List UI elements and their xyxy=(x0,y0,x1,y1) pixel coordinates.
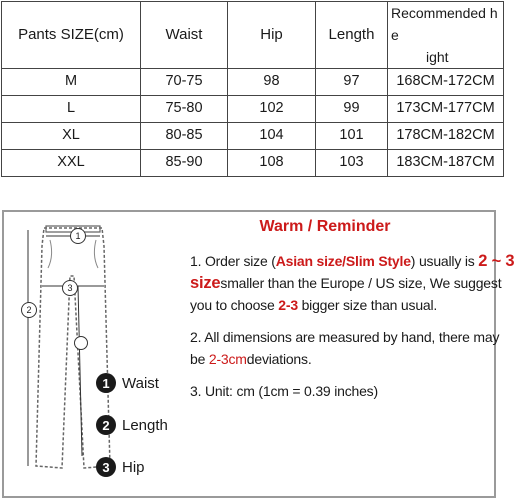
table-row xyxy=(2,96,504,123)
legend-number: 1 xyxy=(96,373,116,393)
cell-height: 173CM-177CM xyxy=(388,96,504,123)
cell-waist: 70-75 xyxy=(141,69,228,96)
cell-height: 168CM-172CM xyxy=(388,69,504,96)
cell-length: 101 xyxy=(316,123,388,150)
reminder-point-3: 3. Unit: cm (1cm = 0.39 inches) xyxy=(190,383,378,399)
legend-item-waist xyxy=(96,368,186,398)
legend-label: Length xyxy=(122,416,168,434)
table-row xyxy=(2,123,504,150)
cell-waist: 85-90 xyxy=(141,150,228,177)
cell-length: 103 xyxy=(316,150,388,177)
measurement-legend xyxy=(96,368,186,494)
cell-height: 183CM-187CM xyxy=(388,150,504,177)
cell-waist: 80-85 xyxy=(141,123,228,150)
cell-hip: 104 xyxy=(228,123,316,150)
table-row xyxy=(2,69,504,96)
legend-item-hip xyxy=(96,452,186,482)
cell-size: XXL xyxy=(2,150,141,177)
cell-hip: 102 xyxy=(228,96,316,123)
marker-hip: 3 xyxy=(62,280,78,296)
marker-waist: 1 xyxy=(70,228,86,244)
header-hip: Hip xyxy=(228,2,316,69)
cell-length: 97 xyxy=(316,69,388,96)
header-recommended-line2: ight xyxy=(426,49,449,65)
reminder-point-1: 1. Order size (Asian size/Slim Style) usually is 2 ~ 3 sizesmaller than the Europe / US size, We suggest you to choose 2-3 bigger size than usual. xyxy=(190,252,514,313)
size-chart-table xyxy=(1,1,504,177)
legend-number: 2 xyxy=(96,415,116,435)
legend-item-length xyxy=(96,410,186,440)
reminder-point-2: 2. All dimensions are measured by hand, there may be 2-3cmdeviations. xyxy=(190,329,500,367)
cell-hip: 108 xyxy=(228,150,316,177)
legend-number: 3 xyxy=(96,457,116,477)
cell-hip: 98 xyxy=(228,69,316,96)
cell-size: M xyxy=(2,69,141,96)
header-length: Length xyxy=(316,2,388,69)
cell-length: 99 xyxy=(316,96,388,123)
marker-length: 2 xyxy=(21,302,37,318)
table-header-row xyxy=(2,2,504,69)
cell-height: 178CM-182CM xyxy=(388,123,504,150)
table-row xyxy=(2,150,504,177)
header-pants-size: Pants SIZE(cm) xyxy=(2,2,141,69)
cell-size: L xyxy=(2,96,141,123)
legend-label: Waist xyxy=(122,374,159,392)
header-recommended-line1: Recommended he xyxy=(391,5,498,43)
cell-size: XL xyxy=(2,123,141,150)
marker-inseam xyxy=(74,336,88,350)
header-waist: Waist xyxy=(141,2,228,69)
reminder-title: Warm / Reminder xyxy=(259,218,391,235)
legend-label: Hip xyxy=(122,458,145,476)
warm-reminder xyxy=(190,214,514,412)
cell-waist: 75-80 xyxy=(141,96,228,123)
header-recommended-height xyxy=(388,2,504,69)
